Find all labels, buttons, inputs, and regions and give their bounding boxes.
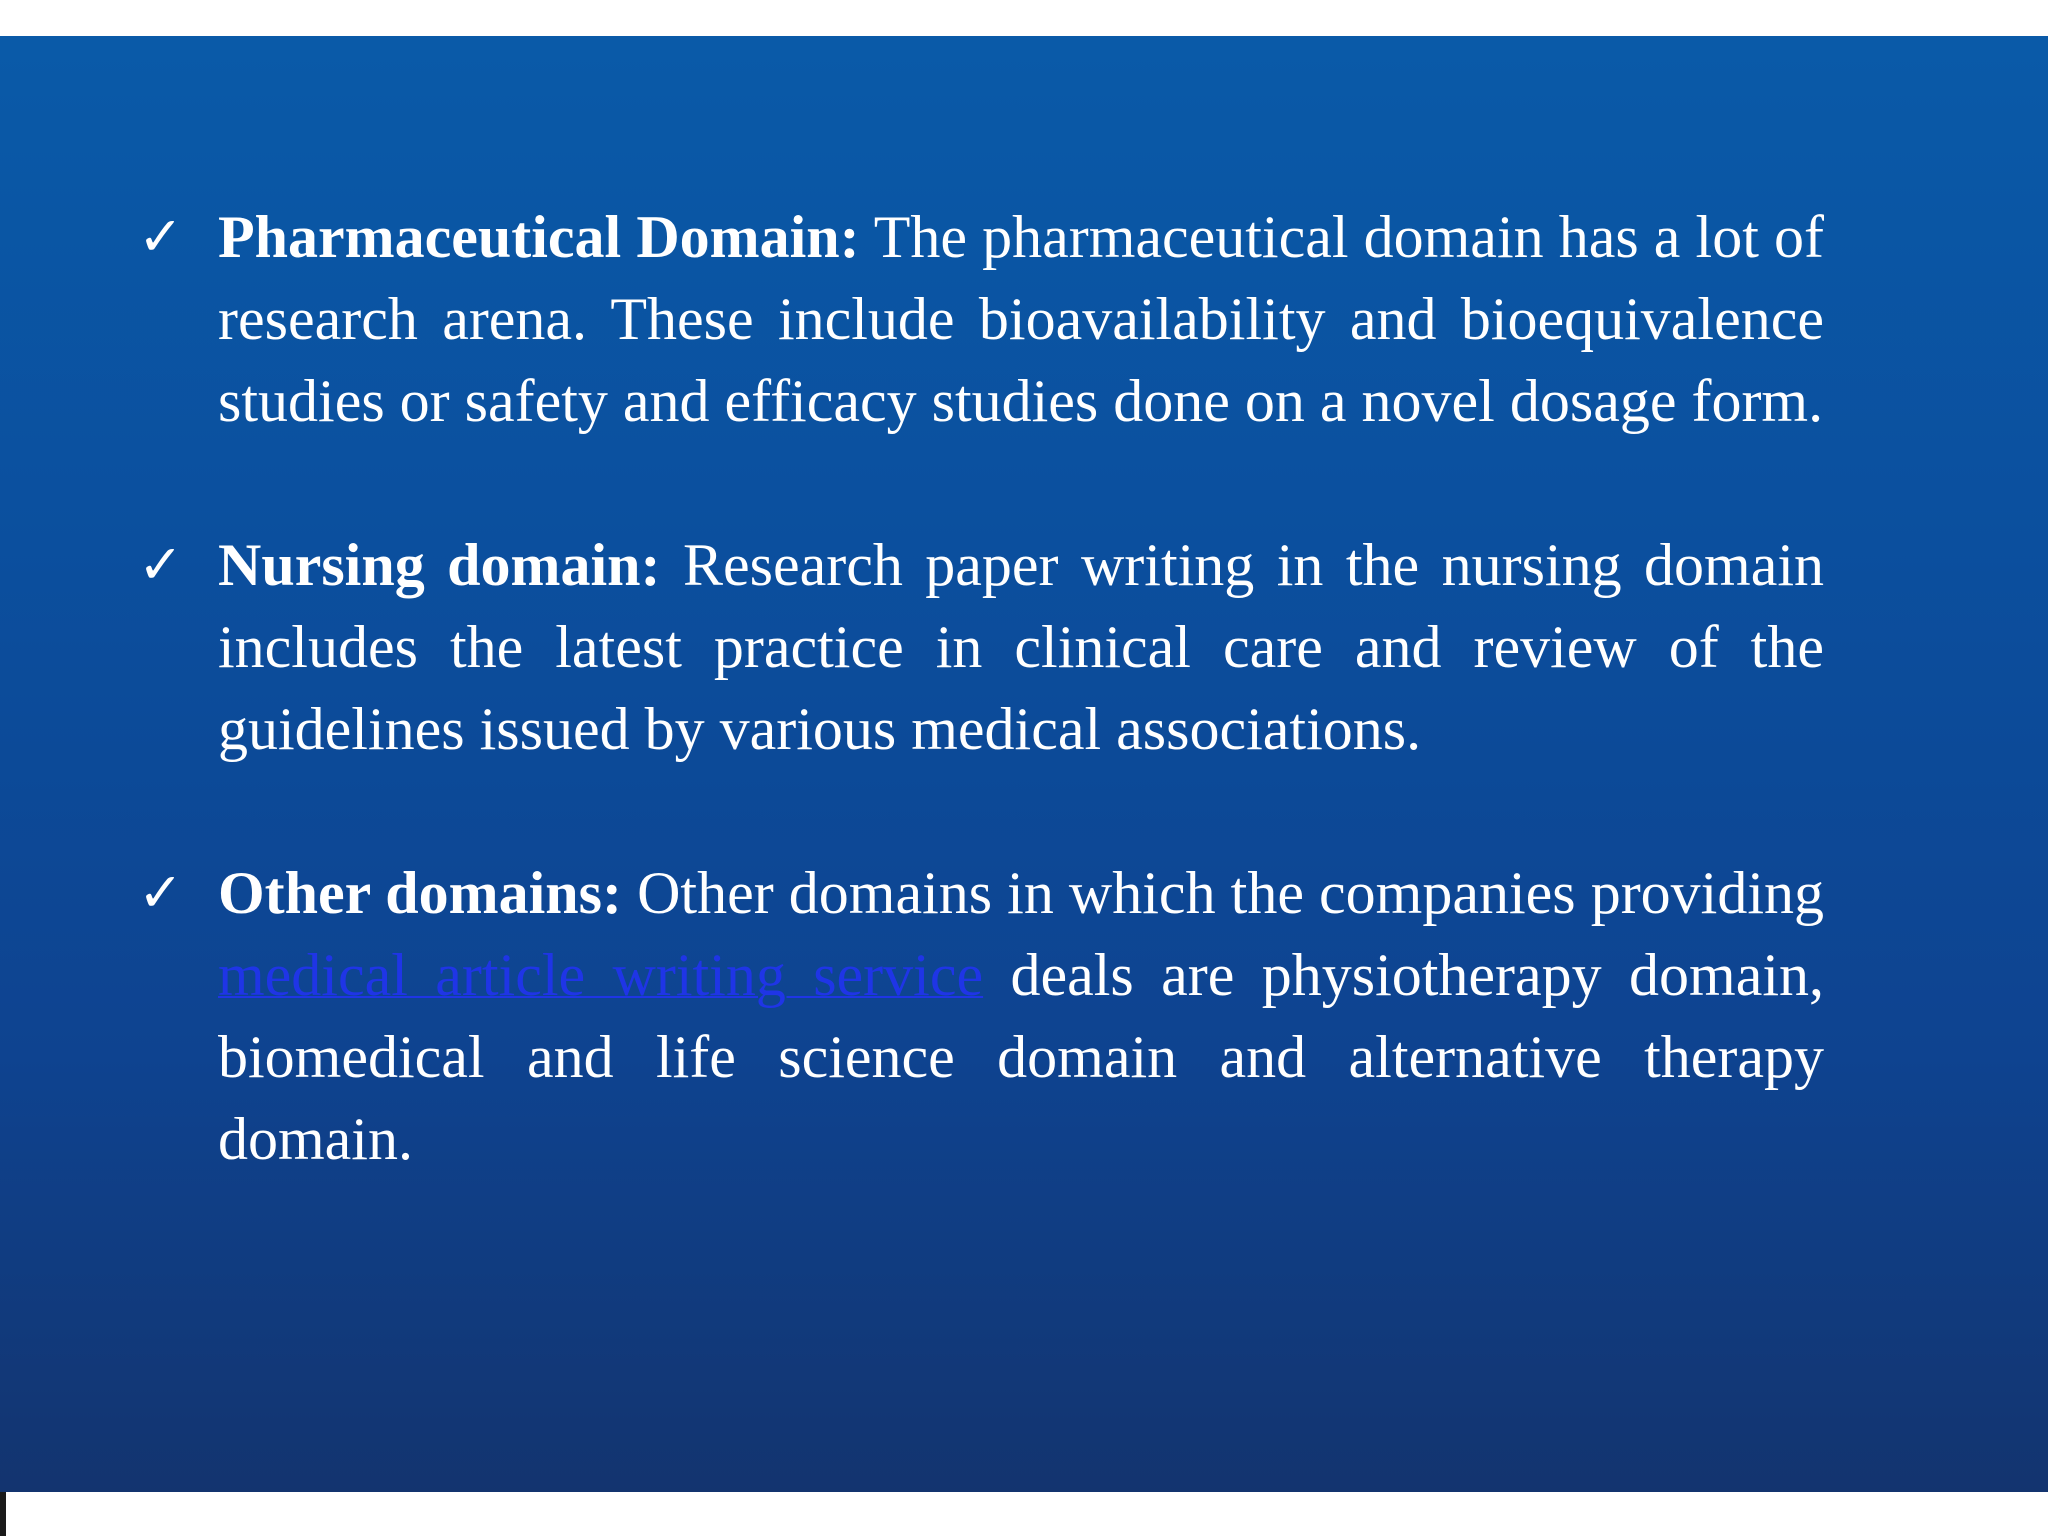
page-edge-marker [0,1492,6,1536]
bullet-term: Nursing domain: [218,532,661,598]
check-icon: ✓ [138,533,184,596]
bullet-text [218,852,1824,1180]
bullet-item-other [138,852,1824,1180]
bullet-body: The pharmaceutical domain has a lot of research arena. These include bioavailability and bioequivalence studies or safety and efficacy studies done on a novel dosage form. [218,204,1824,434]
check-icon: ✓ [138,861,184,924]
bullet-list [138,196,1824,1262]
bullet-term: Pharmaceutical Domain: [218,204,860,270]
check-icon: ✓ [138,205,184,268]
bullet-body-after-link: deals are physiotherapy domain, biomedical and life science domain and alternative therapy domain. [218,942,1825,1172]
bullet-term: Other domains: [218,860,622,926]
bullet-item-nursing [138,524,1824,770]
medical-article-writing-service-link[interactable]: medical article writing service [218,942,984,1008]
bullet-text [218,524,1824,770]
bullet-body: Research paper writing in the nursing domain includes the latest practice in clinical care and review of the guidelines issued by various medical associations. [218,532,1824,762]
bullet-text [218,196,1824,442]
bullet-body-before-link: Other domains in which the companies providing [637,860,1825,926]
bullet-item-pharmaceutical [138,196,1824,442]
slide [0,36,2048,1492]
